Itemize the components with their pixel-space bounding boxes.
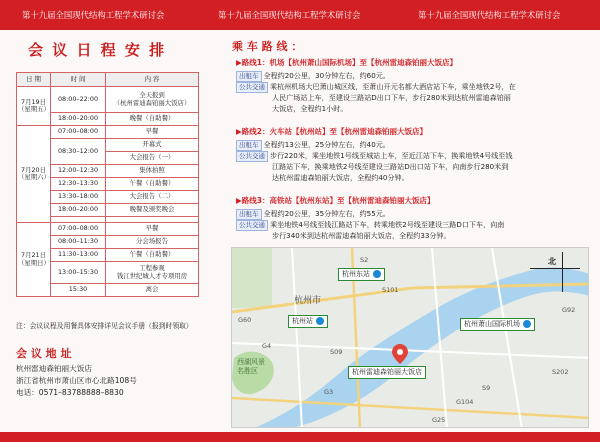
road-label: S101 bbox=[382, 286, 399, 294]
header-title-2: 第十九届全国现代结构工程学术研讨会 bbox=[218, 9, 361, 20]
time-cell: 18:00–20:00 bbox=[51, 113, 106, 126]
time-cell: 07:00–08:00 bbox=[51, 223, 106, 236]
road-label: G60 bbox=[238, 316, 252, 324]
col-content: 内 容 bbox=[106, 73, 199, 87]
route3-bus-line2: 步行340米到达杭州雷迪森铂丽大饭店，全程约33分钟。 bbox=[272, 231, 451, 241]
route3-heading: ▶路线3：高铁站【杭州东站】至【杭州雷迪森铂丽大饭店】 bbox=[236, 196, 435, 205]
content-cell: 全天报到 （杭州雷迪森铂丽大饭店） bbox=[106, 87, 199, 113]
bus-tag: 公共交通 bbox=[236, 151, 268, 162]
location-pin-icon bbox=[316, 317, 324, 325]
schedule-table bbox=[16, 72, 199, 297]
bus-tag: 公共交通 bbox=[236, 220, 268, 231]
road-label: S9 bbox=[482, 384, 491, 392]
content-cell: 大会报告（二） bbox=[106, 191, 199, 204]
route1-bus-line3: 大饭店，全程约1小时。 bbox=[272, 103, 348, 113]
venue-phone: 电话：0571–83788888–8830 bbox=[16, 387, 124, 397]
map-label-hotel[interactable]: 杭州雷迪森铂丽大饭店 bbox=[348, 366, 426, 379]
road-label: S202 bbox=[552, 368, 569, 376]
hotel-marker-icon bbox=[392, 344, 408, 364]
location-map[interactable] bbox=[231, 247, 589, 428]
route1-bus-line2: 人民广场站上车，至建设三路站D出口下车，步行280米到达杭州雷迪森铂丽 bbox=[272, 93, 511, 103]
venue-title: 会 议 地 址 bbox=[16, 347, 72, 360]
schedule-title: 会 议 日 程 安 排 bbox=[28, 41, 167, 59]
compass-line-v bbox=[562, 252, 563, 292]
road-label: G3 bbox=[324, 388, 334, 396]
road-label: G4 bbox=[262, 342, 272, 350]
road-label: S2 bbox=[360, 256, 369, 264]
header-title-3: 第十九届全国现代结构工程学术研讨会 bbox=[418, 9, 561, 20]
date-cell: 7月20日 （星期六） bbox=[17, 126, 51, 223]
route2-bus-line2: 江路站下车，换乘地铁2号线至建设三路站D出口站下车，向南步行280米到 bbox=[272, 162, 509, 172]
map-lake-label: 西湖风景 名胜区 bbox=[237, 358, 265, 375]
route1-heading: ▶路线1：机场【杭州萧山国际机场】至【杭州雷迪森铂丽大饭店】 bbox=[236, 58, 457, 67]
content-cell: 早餐 bbox=[106, 223, 199, 236]
road-label: G25 bbox=[432, 416, 446, 424]
map-label-airport[interactable]: 杭州萧山国际机场 bbox=[460, 318, 535, 331]
route2-heading: ▶路线2：火车站【杭州站】至【杭州雷迪森铂丽大饭店】 bbox=[236, 127, 427, 136]
route2-bus-line1: 步行220米，乘坐地铁1号线至城站上车，至近江站下车，换乘地铁4号线至钱 bbox=[270, 151, 513, 161]
content-cell: 午餐（自助餐） bbox=[106, 178, 199, 191]
time-cell: 12:30–13:30 bbox=[51, 178, 106, 191]
route1-taxi: 全程约20公里，30分钟左右，约60元。 bbox=[263, 71, 390, 80]
route3-body bbox=[236, 209, 592, 242]
venue-address: 浙江省杭州市萧山区市心北路108号 bbox=[16, 375, 137, 385]
footer-bar bbox=[0, 432, 600, 442]
schedule-note: 注：会议议程及用餐具体安排详见会议手册（报到时领取） bbox=[16, 322, 193, 330]
table-row bbox=[17, 223, 199, 236]
col-time: 时 间 bbox=[51, 73, 106, 87]
map-label-hz-station[interactable]: 杭州站 bbox=[288, 315, 328, 328]
date-cell: 7月21日 （星期日） bbox=[17, 223, 51, 297]
route1-bus-line1: 乘杭州机场大巴萧山城区线，至萧山开元名都大酒店站下车，乘坐地铁2号，在 bbox=[270, 82, 516, 92]
venue-name: 杭州雷迪森铂丽大饭店 bbox=[16, 364, 92, 373]
time-cell: 13:30–18:00 bbox=[51, 191, 106, 204]
route2-taxi: 全程约13公里，25分钟左右，约40元。 bbox=[263, 140, 390, 149]
north-label: 北 bbox=[548, 257, 556, 266]
road-label: G92 bbox=[562, 306, 576, 314]
content-cell: 开幕式 bbox=[106, 139, 199, 152]
time-cell: 15:30 bbox=[51, 284, 106, 297]
time-cell: 13:00–15:30 bbox=[51, 262, 106, 284]
bus-tag: 公共交通 bbox=[236, 82, 268, 93]
taxi-tag: 出租车 bbox=[236, 140, 262, 151]
time-cell: 08:00–11:30 bbox=[51, 236, 106, 249]
location-pin-icon bbox=[373, 270, 381, 278]
content-cell: 早餐 bbox=[106, 126, 199, 139]
col-date: 日 期 bbox=[17, 73, 51, 87]
route3-taxi: 全程约20公里，35分钟左右，约55元。 bbox=[263, 209, 390, 218]
content-cell: 午餐（自助餐） bbox=[106, 249, 199, 262]
table-header-row bbox=[17, 73, 199, 87]
time-cell: 08:00–22:00 bbox=[51, 87, 106, 113]
time-cell: 08:30–12:00 bbox=[51, 139, 106, 165]
route2-bus-line3: 达杭州雷迪森铂丽大饭店，全程约40分钟。 bbox=[272, 172, 409, 182]
location-pin-icon bbox=[523, 320, 531, 328]
route2-body bbox=[236, 140, 592, 183]
content-cell: 离会 bbox=[106, 284, 199, 297]
content-cell: 分会场报告 bbox=[106, 236, 199, 249]
time-cell: 12:00–12:30 bbox=[51, 165, 106, 178]
table-row bbox=[17, 126, 199, 139]
routes-title: 乘 车 路 线 ： bbox=[232, 40, 303, 53]
route1-body bbox=[236, 71, 592, 114]
content-cell: 晚餐及颁奖晚会 bbox=[106, 204, 199, 217]
content-cell: 工程参观 钱江世纪城人才专项用房 bbox=[106, 262, 199, 284]
taxi-tag: 出租车 bbox=[236, 71, 262, 82]
header-bar bbox=[0, 0, 600, 30]
venue-info bbox=[16, 363, 137, 398]
table-row bbox=[17, 87, 199, 113]
header-title-1: 第十九届全国现代结构工程学术研讨会 bbox=[22, 9, 165, 20]
road-label: G104 bbox=[456, 398, 474, 406]
date-cell: 7月19日 （星期五） bbox=[17, 87, 51, 126]
road-label: S09 bbox=[330, 348, 343, 356]
time-cell: 18:00–20:00 bbox=[51, 204, 106, 217]
map-label-east-station[interactable]: 杭州东站 bbox=[338, 268, 385, 281]
north-arrow bbox=[530, 252, 580, 294]
time-cell: 11:30–13:00 bbox=[51, 249, 106, 262]
compass-line-h bbox=[530, 268, 580, 269]
content-cell: 晚餐（自助餐） bbox=[106, 113, 199, 126]
map-city-label: 杭州市 bbox=[294, 296, 322, 306]
green-area bbox=[232, 248, 272, 308]
content-cell: 大会报告（一） bbox=[106, 152, 199, 165]
taxi-tag: 出租车 bbox=[236, 209, 262, 220]
route3-bus-line1: 乘坐地铁4号线至钱江路站下车，转乘地铁2号线至建设三路D口下车，向南 bbox=[270, 220, 505, 230]
content-cell: 集体拍照 bbox=[106, 165, 199, 178]
time-cell: 07:00–08:00 bbox=[51, 126, 106, 139]
